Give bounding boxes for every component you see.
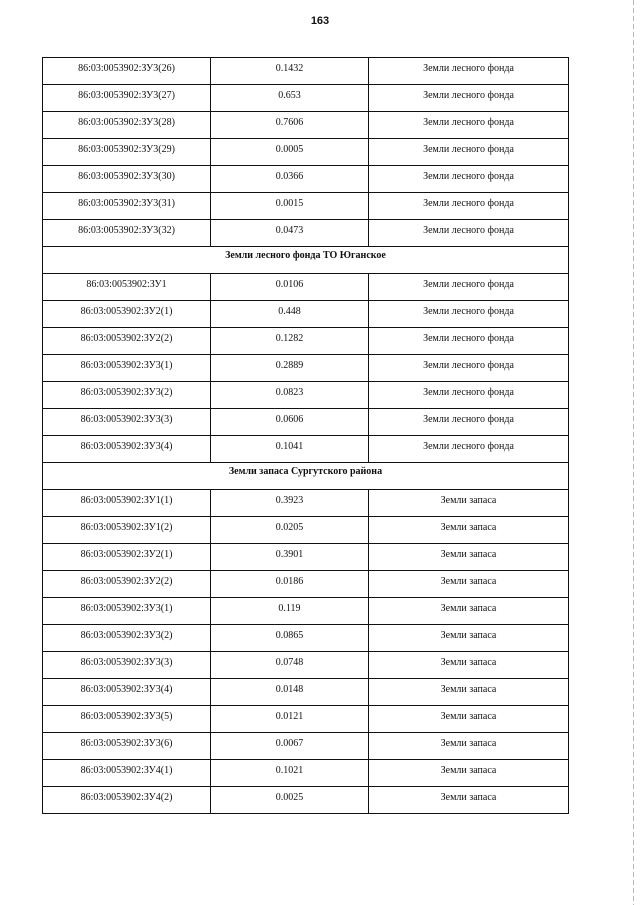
- cadastral-number-cell: [43, 733, 211, 760]
- table-row: [43, 571, 569, 598]
- land-category-cell: [369, 733, 569, 760]
- cadastral-number: 86:03:0053902:ЗУ2(1): [80, 549, 173, 560]
- cadastral-number-cell: [43, 328, 211, 355]
- plot-area: 0.0121: [275, 711, 304, 722]
- land-category: Земли запаса: [440, 792, 497, 803]
- table-row: [43, 139, 569, 166]
- land-category: Земли лесного фонда: [423, 414, 514, 425]
- land-category-cell: [369, 787, 569, 814]
- section-title-cell: [43, 463, 569, 490]
- cadastral-number: 86:03:0053902:ЗУ1: [86, 279, 167, 290]
- cadastral-number-cell: [43, 652, 211, 679]
- scan-edge-line: [633, 0, 634, 905]
- land-category-cell: [369, 112, 569, 139]
- cadastral-number-cell: [43, 112, 211, 139]
- land-category: Земли запаса: [440, 522, 497, 533]
- land-category-cell: [369, 220, 569, 247]
- land-category-cell: [369, 85, 569, 112]
- plot-area-cell: [211, 706, 369, 733]
- table-row: [43, 625, 569, 652]
- cadastral-number: 86:03:0053902:ЗУ4(1): [80, 765, 173, 776]
- land-category-cell: [369, 382, 569, 409]
- land-category-cell: [369, 409, 569, 436]
- land-category-cell: [369, 652, 569, 679]
- land-category: Земли запаса: [440, 684, 497, 695]
- table-row: [43, 679, 569, 706]
- land-category-cell: [369, 598, 569, 625]
- table-row: [43, 193, 569, 220]
- land-category-cell: [369, 679, 569, 706]
- table-row: [43, 517, 569, 544]
- cadastral-number-cell: [43, 139, 211, 166]
- land-category: Земли лесного фонда: [423, 279, 514, 290]
- land-category-cell: [369, 571, 569, 598]
- plot-area: 0.0106: [275, 279, 304, 290]
- plot-area-cell: [211, 166, 369, 193]
- plot-area: 0.0473: [275, 225, 304, 236]
- plot-area: 0.119: [278, 603, 301, 614]
- table-row: [43, 220, 569, 247]
- land-category-cell: [369, 193, 569, 220]
- plot-area: 0.0823: [275, 387, 304, 398]
- table-row: [43, 652, 569, 679]
- plot-area-cell: [211, 382, 369, 409]
- plot-area-cell: [211, 544, 369, 571]
- section-header-row: [43, 247, 569, 274]
- land-category: Земли лесного фонда: [423, 117, 514, 128]
- land-category: Земли запаса: [440, 495, 497, 506]
- land-category-cell: [369, 490, 569, 517]
- cadastral-number-cell: [43, 625, 211, 652]
- table-row: [43, 760, 569, 787]
- cadastral-number: 86:03:0053902:ЗУ3(6): [80, 738, 173, 749]
- cadastral-number: 86:03:0053902:ЗУ4(2): [80, 792, 173, 803]
- plot-area-cell: [211, 193, 369, 220]
- table-row: [43, 274, 569, 301]
- plot-area-cell: [211, 301, 369, 328]
- plot-area: 0.7606: [275, 117, 304, 128]
- cadastral-number-cell: [43, 220, 211, 247]
- table-row: [43, 544, 569, 571]
- cadastral-number-cell: [43, 760, 211, 787]
- land-category: Земли лесного фонда: [423, 306, 514, 317]
- plot-area: 0.2889: [275, 360, 304, 371]
- cadastral-number-cell: [43, 517, 211, 544]
- cadastral-number: 86:03:0053902:ЗУ3(2): [80, 387, 173, 398]
- plot-area: 0.3901: [275, 549, 304, 560]
- cadastral-number: 86:03:0053902:ЗУ3(4): [80, 684, 173, 695]
- land-category-cell: [369, 355, 569, 382]
- land-plots-table: [42, 57, 569, 814]
- plot-area: 0.653: [278, 90, 301, 101]
- land-category-cell: [369, 436, 569, 463]
- table-row: [43, 490, 569, 517]
- plot-area: 0.448: [278, 306, 301, 317]
- cadastral-number: 86:03:0053902:ЗУ3(27): [78, 90, 175, 101]
- plot-area-cell: [211, 436, 369, 463]
- plot-area: 0.1021: [275, 765, 304, 776]
- land-category: Земли запаса: [440, 711, 497, 722]
- land-category-cell: [369, 166, 569, 193]
- cadastral-number: 86:03:0053902:ЗУ2(2): [80, 576, 173, 587]
- land-category-cell: [369, 706, 569, 733]
- cadastral-number-cell: [43, 436, 211, 463]
- cadastral-number: 86:03:0053902:ЗУ3(28): [78, 117, 175, 128]
- table-row: [43, 166, 569, 193]
- plot-area-cell: [211, 328, 369, 355]
- cadastral-number-cell: [43, 85, 211, 112]
- land-category: Земли лесного фонда: [423, 387, 514, 398]
- land-category-cell: [369, 58, 569, 85]
- land-category-cell: [369, 139, 569, 166]
- land-category-cell: [369, 760, 569, 787]
- cadastral-number-cell: [43, 706, 211, 733]
- land-category-cell: [369, 625, 569, 652]
- plot-area: 0.1041: [275, 441, 304, 452]
- page-number: 163: [310, 15, 330, 27]
- plot-area-cell: [211, 679, 369, 706]
- cadastral-number-cell: [43, 571, 211, 598]
- table-row: [43, 787, 569, 814]
- plot-area: 0.1432: [275, 63, 304, 74]
- cadastral-number-cell: [43, 166, 211, 193]
- cadastral-number: 86:03:0053902:ЗУ2(2): [80, 333, 173, 344]
- plot-area: 0.0067: [275, 738, 304, 749]
- cadastral-number-cell: [43, 355, 211, 382]
- cadastral-number-cell: [43, 409, 211, 436]
- land-category: Земли запаса: [440, 630, 497, 641]
- land-category: Земли запаса: [440, 765, 497, 776]
- section-title: Земли запаса Сургутского района: [228, 466, 383, 477]
- plot-area: 0.0148: [275, 684, 304, 695]
- land-category-cell: [369, 328, 569, 355]
- land-category-cell: [369, 274, 569, 301]
- section-title-cell: [43, 247, 569, 274]
- land-category: Земли лесного фонда: [423, 441, 514, 452]
- land-category: Земли запаса: [440, 576, 497, 587]
- plot-area-cell: [211, 652, 369, 679]
- land-category-cell: [369, 301, 569, 328]
- cadastral-number: 86:03:0053902:ЗУ1(1): [80, 495, 173, 506]
- plot-area: 0.0748: [275, 657, 304, 668]
- cadastral-number-cell: [43, 679, 211, 706]
- plot-area: 0.0186: [275, 576, 304, 587]
- cadastral-number: 86:03:0053902:ЗУ3(4): [80, 441, 173, 452]
- section-title: Земли лесного фонда ТО Юганское: [225, 250, 386, 261]
- land-category: Земли лесного фонда: [423, 225, 514, 236]
- land-category: Земли запаса: [440, 603, 497, 614]
- cadastral-number: 86:03:0053902:ЗУ1(2): [80, 522, 173, 533]
- plot-area-cell: [211, 274, 369, 301]
- table-row: [43, 598, 569, 625]
- cadastral-number-cell: [43, 544, 211, 571]
- cadastral-number-cell: [43, 274, 211, 301]
- table-row: [43, 409, 569, 436]
- plot-area: 0.0005: [275, 144, 304, 155]
- cadastral-number: 86:03:0053902:ЗУ3(32): [78, 225, 175, 236]
- land-category: Земли лесного фонда: [423, 63, 514, 74]
- plot-area-cell: [211, 220, 369, 247]
- cadastral-number: 86:03:0053902:ЗУ3(1): [80, 360, 173, 371]
- plot-area-cell: [211, 760, 369, 787]
- cadastral-number: 86:03:0053902:ЗУ3(26): [78, 63, 175, 74]
- cadastral-number-cell: [43, 787, 211, 814]
- plot-area: 0.3923: [275, 495, 304, 506]
- land-category: Земли лесного фонда: [423, 333, 514, 344]
- table-row: [43, 355, 569, 382]
- plot-area-cell: [211, 112, 369, 139]
- table-row: [43, 85, 569, 112]
- section-header-row: [43, 463, 569, 490]
- plot-area: 0.0606: [275, 414, 304, 425]
- cadastral-number: 86:03:0053902:ЗУ3(29): [78, 144, 175, 155]
- table-row: [43, 58, 569, 85]
- cadastral-number: 86:03:0053902:ЗУ3(30): [78, 171, 175, 182]
- plot-area: 0.0025: [275, 792, 304, 803]
- land-category: Земли запаса: [440, 738, 497, 749]
- cadastral-number: 86:03:0053902:ЗУ3(3): [80, 657, 173, 668]
- plot-area-cell: [211, 598, 369, 625]
- cadastral-number-cell: [43, 193, 211, 220]
- land-category: Земли лесного фонда: [423, 360, 514, 371]
- plot-area-cell: [211, 787, 369, 814]
- cadastral-number: 86:03:0053902:ЗУ3(5): [80, 711, 173, 722]
- land-category-cell: [369, 517, 569, 544]
- cadastral-number-cell: [43, 301, 211, 328]
- cadastral-number-cell: [43, 598, 211, 625]
- plot-area-cell: [211, 58, 369, 85]
- plot-area: 0.0865: [275, 630, 304, 641]
- plot-area-cell: [211, 355, 369, 382]
- plot-area: 0.0366: [275, 171, 304, 182]
- cadastral-number: 86:03:0053902:ЗУ3(31): [78, 198, 175, 209]
- table-row: [43, 436, 569, 463]
- plot-area-cell: [211, 85, 369, 112]
- cadastral-number: 86:03:0053902:ЗУ3(2): [80, 630, 173, 641]
- plot-area-cell: [211, 409, 369, 436]
- land-category: Земли лесного фонда: [423, 144, 514, 155]
- cadastral-number: 86:03:0053902:ЗУ3(3): [80, 414, 173, 425]
- plot-area-cell: [211, 139, 369, 166]
- table-row: [43, 112, 569, 139]
- land-category: Земли запаса: [440, 657, 497, 668]
- table-body: [43, 58, 569, 814]
- table-row: [43, 706, 569, 733]
- cadastral-number: 86:03:0053902:ЗУ3(1): [80, 603, 173, 614]
- plot-area: 0.0205: [275, 522, 304, 533]
- plot-area-cell: [211, 517, 369, 544]
- plot-area-cell: [211, 490, 369, 517]
- land-category-cell: [369, 544, 569, 571]
- land-category: Земли лесного фонда: [423, 90, 514, 101]
- cadastral-number-cell: [43, 58, 211, 85]
- land-category: Земли лесного фонда: [423, 198, 514, 209]
- cadastral-number-cell: [43, 490, 211, 517]
- table-row: [43, 301, 569, 328]
- cadastral-number-cell: [43, 382, 211, 409]
- plot-area-cell: [211, 733, 369, 760]
- plot-area-cell: [211, 625, 369, 652]
- cadastral-number: 86:03:0053902:ЗУ2(1): [80, 306, 173, 317]
- table-row: [43, 733, 569, 760]
- table-row: [43, 382, 569, 409]
- table-row: [43, 328, 569, 355]
- plot-area-cell: [211, 571, 369, 598]
- plot-area: 0.1282: [275, 333, 304, 344]
- land-category: Земли запаса: [440, 549, 497, 560]
- land-category: Земли лесного фонда: [423, 171, 514, 182]
- plot-area: 0.0015: [275, 198, 304, 209]
